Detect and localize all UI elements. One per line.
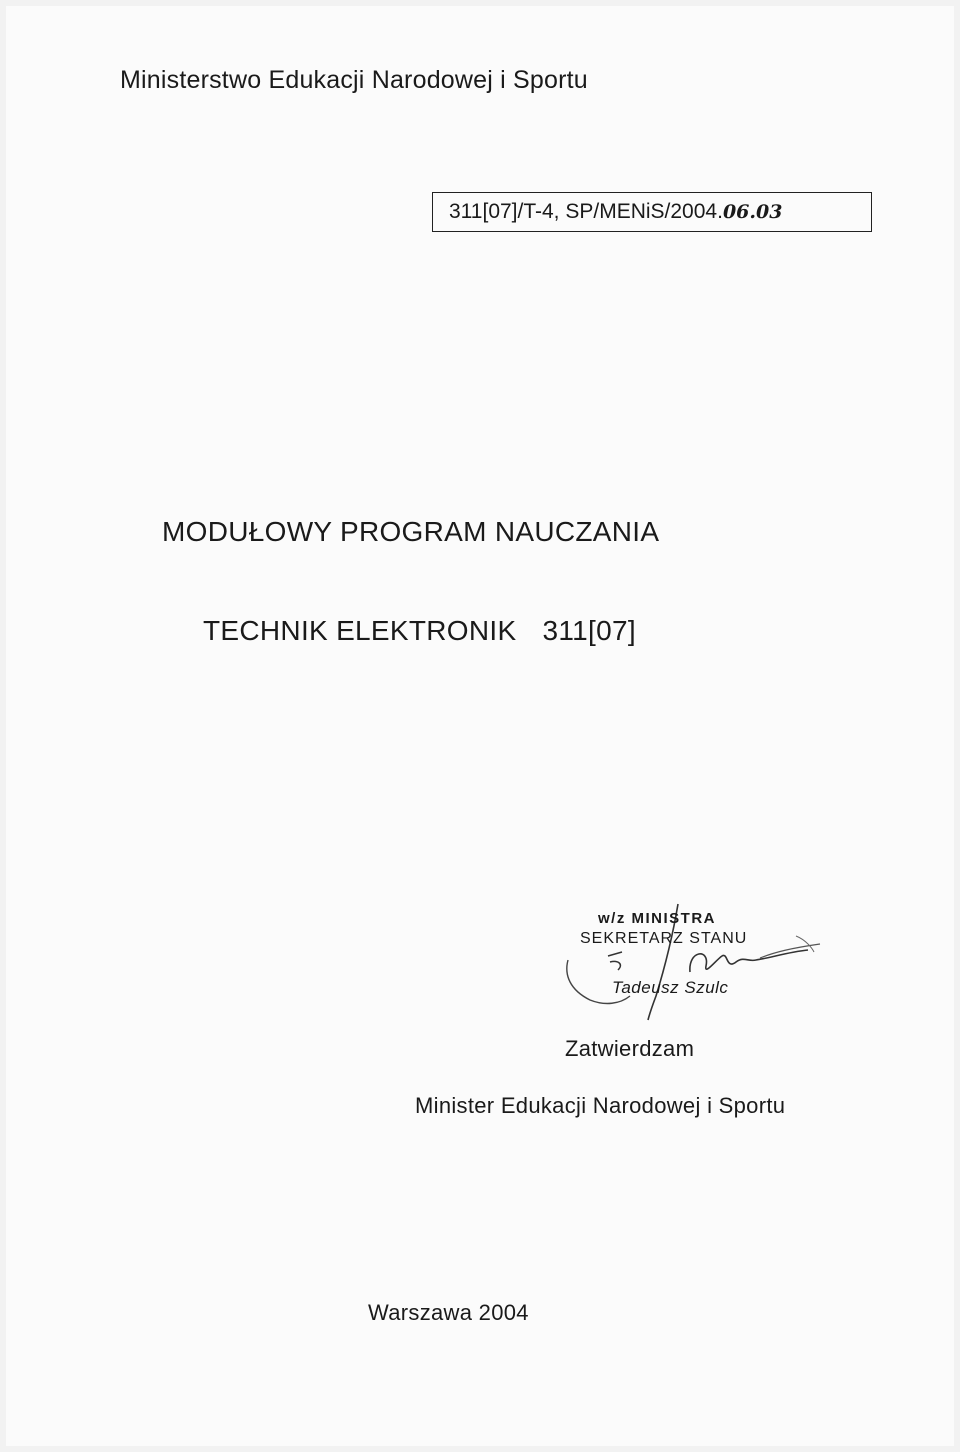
- document-number-box: [432, 192, 872, 232]
- stamp-line-deputy: w/z MINISTRA: [598, 910, 716, 927]
- approval-authority: Minister Edukacji Narodowej i Sportu: [415, 1093, 786, 1118]
- document-number-handwritten: 06.03: [722, 201, 783, 223]
- document-number-printed: 311[07]/T-4, SP/MENiS/2004.: [449, 200, 723, 223]
- profession-code: 311[07]: [542, 615, 636, 646]
- profession-name: TECHNIK ELEKTRONIK: [203, 615, 517, 646]
- stamp-signatory-name: Tadeusz Szulc: [612, 978, 729, 997]
- place-and-year: Warszawa 2004: [368, 1300, 529, 1325]
- signature-stamp: [560, 900, 840, 1030]
- approval-label: Zatwierdzam: [565, 1036, 695, 1061]
- stamp-line-secretary: SEKRETARZ STANU: [580, 930, 748, 947]
- ministry-header: Ministerstwo Edukacji Narodowej i Sportu: [120, 66, 588, 94]
- program-title: MODUŁOWY PROGRAM NAUCZANIA: [162, 516, 660, 547]
- profession-title: [203, 615, 636, 647]
